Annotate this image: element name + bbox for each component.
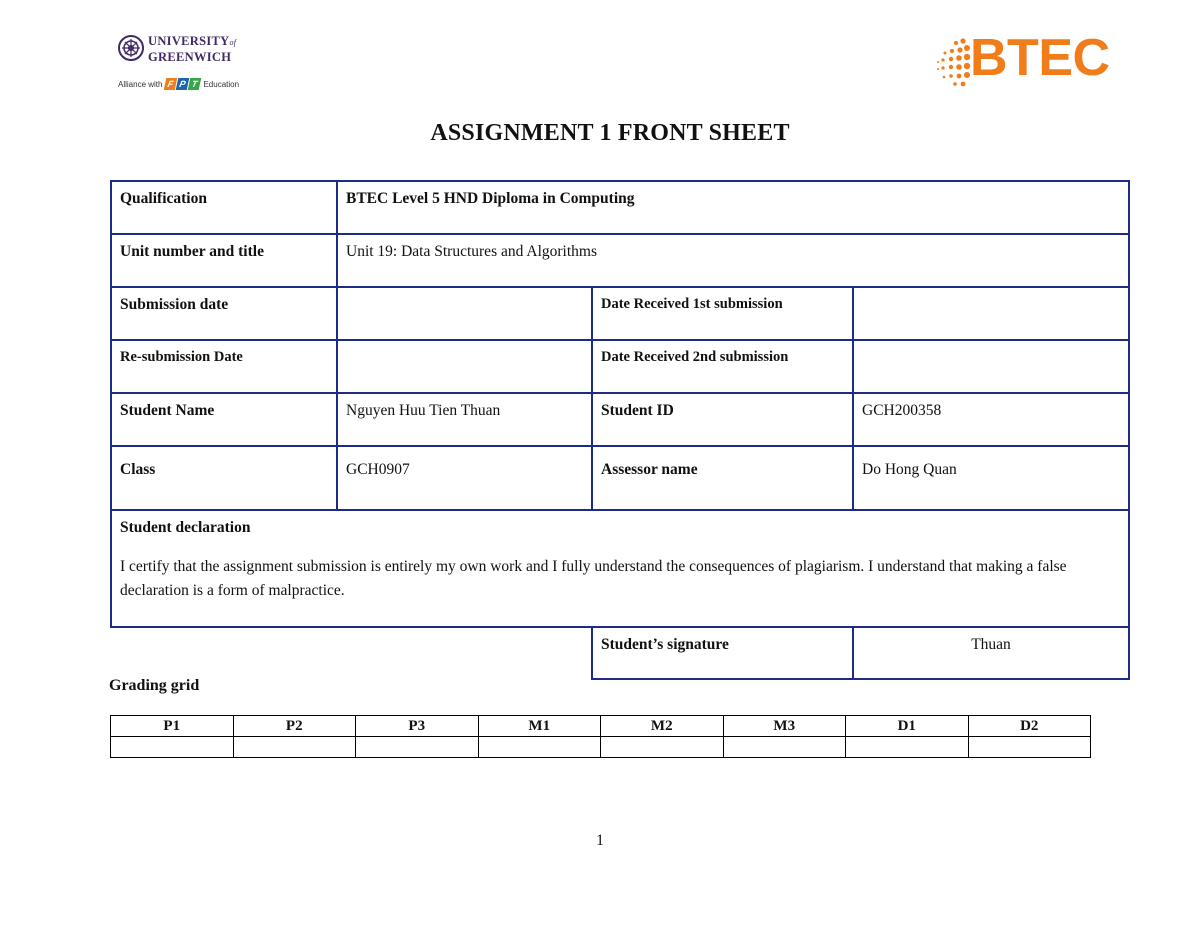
- student-id-label: Student ID: [592, 393, 853, 446]
- submission-row: [111, 287, 1129, 340]
- class-row: [111, 446, 1129, 510]
- resubmission-label: Re-submission Date: [111, 340, 337, 393]
- alliance-line: Alliance with F P T Education: [118, 79, 240, 89]
- university-of-greenwich-logo: [118, 32, 248, 92]
- grade-header: D1: [846, 716, 969, 737]
- grade-header: M3: [723, 716, 846, 737]
- student-row: [111, 393, 1129, 446]
- front-sheet-table: [110, 180, 1130, 680]
- grade-cell: [233, 737, 356, 758]
- grade-cell: [968, 737, 1091, 758]
- grade-cell: [356, 737, 479, 758]
- grading-grid-table: [110, 715, 1091, 758]
- received-2nd-value: [853, 340, 1129, 393]
- unit-row: [111, 234, 1129, 287]
- grade-header: M2: [601, 716, 724, 737]
- btec-dots-icon: [936, 37, 972, 89]
- submission-date-label: Submission date: [111, 287, 337, 340]
- qualification-row: [111, 181, 1129, 234]
- class-label: Class: [111, 446, 337, 510]
- btec-logo: [936, 29, 1122, 93]
- grade-header: P1: [111, 716, 234, 737]
- grading-grid-label: Grading grid: [109, 677, 200, 694]
- page-number: 1: [596, 832, 604, 849]
- class-value: GCH0907: [337, 446, 592, 510]
- student-name-label: Student Name: [111, 393, 337, 446]
- declaration-heading: Student declaration: [120, 519, 251, 536]
- signature-spacer: [111, 627, 592, 679]
- grade-header: D2: [968, 716, 1091, 737]
- qualification-value: BTEC Level 5 HND Diploma in Computing: [337, 181, 1129, 234]
- university-seal-icon: [118, 35, 144, 61]
- declaration-text: I certify that the assignment submission is entirely my own work and I fully understand the consequences of plagiarism. I understand that making a false declaration is a form of malpractice.: [120, 558, 1067, 599]
- grade-header: P3: [356, 716, 479, 737]
- btec-wordmark: BTEC: [970, 29, 1110, 87]
- grade-header: P2: [233, 716, 356, 737]
- university-name: UNIVERSITYof GREENWICH: [148, 34, 237, 64]
- unit-value: Unit 19: Data Structures and Algorithms: [337, 234, 1129, 287]
- grade-cell: [111, 737, 234, 758]
- grading-header-row: [111, 716, 1091, 737]
- student-name-value: Nguyen Huu Tien Thuan: [337, 393, 592, 446]
- page-title: ASSIGNMENT 1 FRONT SHEET: [430, 120, 790, 146]
- submission-date-value: [337, 287, 592, 340]
- grade-cell: [601, 737, 724, 758]
- grading-value-row: [111, 737, 1091, 758]
- declaration-row: [111, 510, 1129, 627]
- assessor-value: Do Hong Quan: [853, 446, 1129, 510]
- assessor-label: Assessor name: [592, 446, 853, 510]
- received-1st-label: Date Received 1st submission: [592, 287, 853, 340]
- student-id-value: GCH200358: [853, 393, 1129, 446]
- resubmission-value: [337, 340, 592, 393]
- fpt-logo: F P T: [165, 78, 200, 90]
- unit-label: Unit number and title: [111, 234, 337, 287]
- declaration-cell: [111, 510, 1129, 627]
- received-1st-value: [853, 287, 1129, 340]
- signature-value: Thuan: [853, 627, 1129, 679]
- grade-cell: [846, 737, 969, 758]
- signature-row: [111, 627, 1129, 679]
- grade-header: M1: [478, 716, 601, 737]
- resubmission-row: [111, 340, 1129, 393]
- grade-cell: [478, 737, 601, 758]
- grade-cell: [723, 737, 846, 758]
- qualification-label: Qualification: [111, 181, 337, 234]
- signature-label: Student’s signature: [592, 627, 853, 679]
- received-2nd-label: Date Received 2nd submission: [592, 340, 853, 393]
